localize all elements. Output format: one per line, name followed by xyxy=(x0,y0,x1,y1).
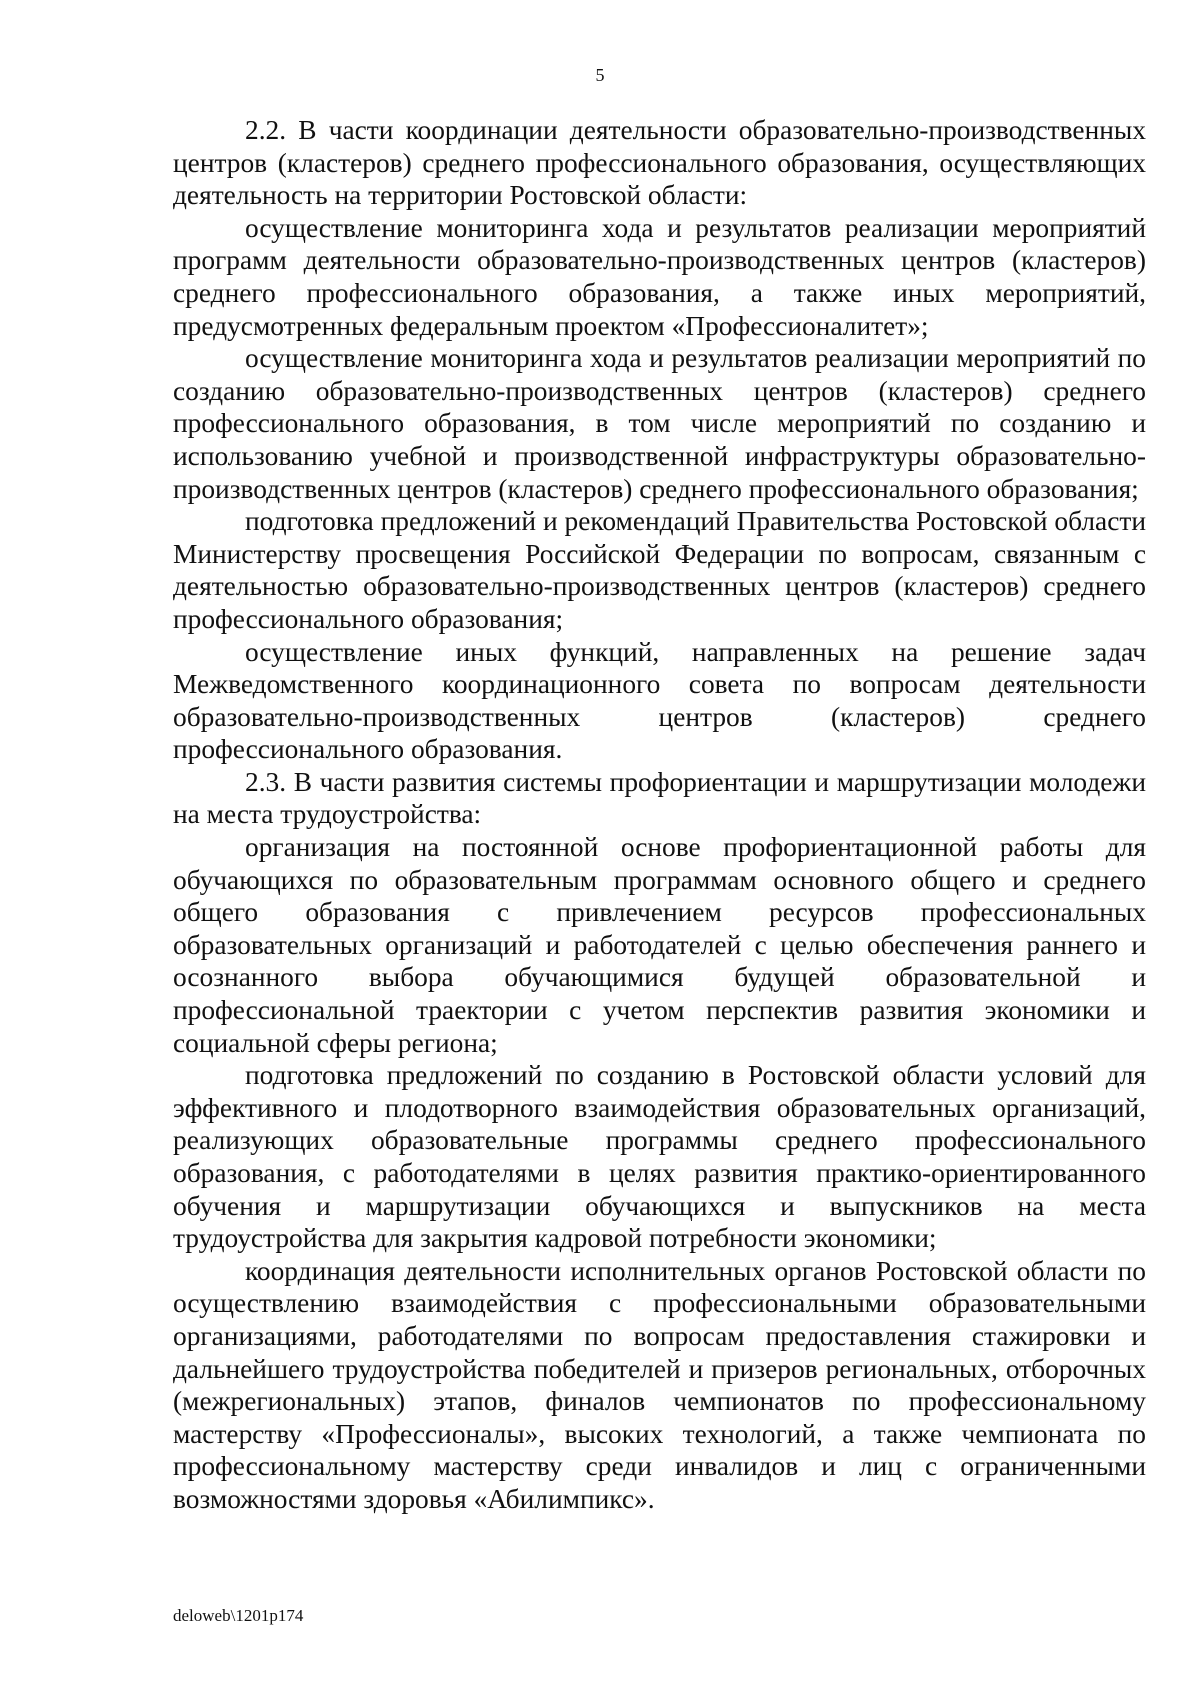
page-number: 5 xyxy=(595,65,605,85)
list-item: координация деятельности исполнительных органов Ростовской области по осуществлению взаимодействия с профессиональными образовательными организациями, работодателями по вопросам предоставления стажировки и дальнейшего трудоустройства победителей и призеров региональных, отборочных (межрегиональных) этапов, финалов чемпионатов по профессиональному мастерству «Профессионалы», высоких технологий, а также чемпионата по профессиональному мастерству среди инвалидов и лиц с ограниченными возможностями здоровья «Абилимпикс». xyxy=(173,1255,1146,1514)
list-item: организация на постоянной основе профориентационной работы для обучающихся по образовательным программам основного общего и среднего общего образования с привлечением ресурсов профессиональных образовательных организаций и работодателей с целью обеспечения раннего и осознанного выбора обучающимися будущей образовательной и профессиональной траектории с учетом перспектив развития экономики и социальной сферы региона; xyxy=(173,832,1146,1058)
list-item: осуществление иных функций, направленных на решение задач Межведомственного координационного совета по вопросам деятельности образовательно-производственных центров (кластеров) среднего профессионального образования. xyxy=(173,636,1146,765)
document-body xyxy=(173,114,1146,1516)
section-2-2-heading: 2.2. В части координации деятельности образовательно-производственных центров (кластеров) среднего профессионального образования, осуществляющих деятельность на территории Ростовской области: xyxy=(173,115,1146,211)
list-item: подготовка предложений по созданию в Ростовской области условий для эффективного и плодотворного взаимодействия образовательных организаций, реализующих образовательные программы среднего профессионального образования, с работодателями в целях развития практико-ориентированного обучения и маршрутизации обучающихся и выпускников на места трудоустройства для закрытия кадровой потребности экономики; xyxy=(173,1060,1146,1254)
section-2-3-heading: 2.3. В части развития системы профориентации и маршрутизации молодежи на места трудоустройства: xyxy=(173,766,1146,830)
list-item: осуществление мониторинга хода и результатов реализации мероприятий по созданию образовательно-производственных центров (кластеров) среднего профессионального образования, в том числе мероприятий по созданию и использованию учебной и производственной инфраструктуры образовательно-производственных центров (кластеров) среднего профессионального образования; xyxy=(173,343,1146,504)
list-item: подготовка предложений и рекомендаций Правительства Ростовской области Министерству просвещения Российской Федерации по вопросам, связанным с деятельностью образовательно-производственных центров (кластеров) среднего профессионального образования; xyxy=(173,506,1146,634)
document-footer-code: deloweb\1201p174 xyxy=(173,1606,304,1625)
list-item: осуществление мониторинга хода и результатов реализации мероприятий программ деятельности образовательно-производственных центров (кластеров) среднего профессионального образования, а также иных мероприятий, предусмотренных федеральным проектом «Профессионалитет»; xyxy=(173,212,1146,341)
